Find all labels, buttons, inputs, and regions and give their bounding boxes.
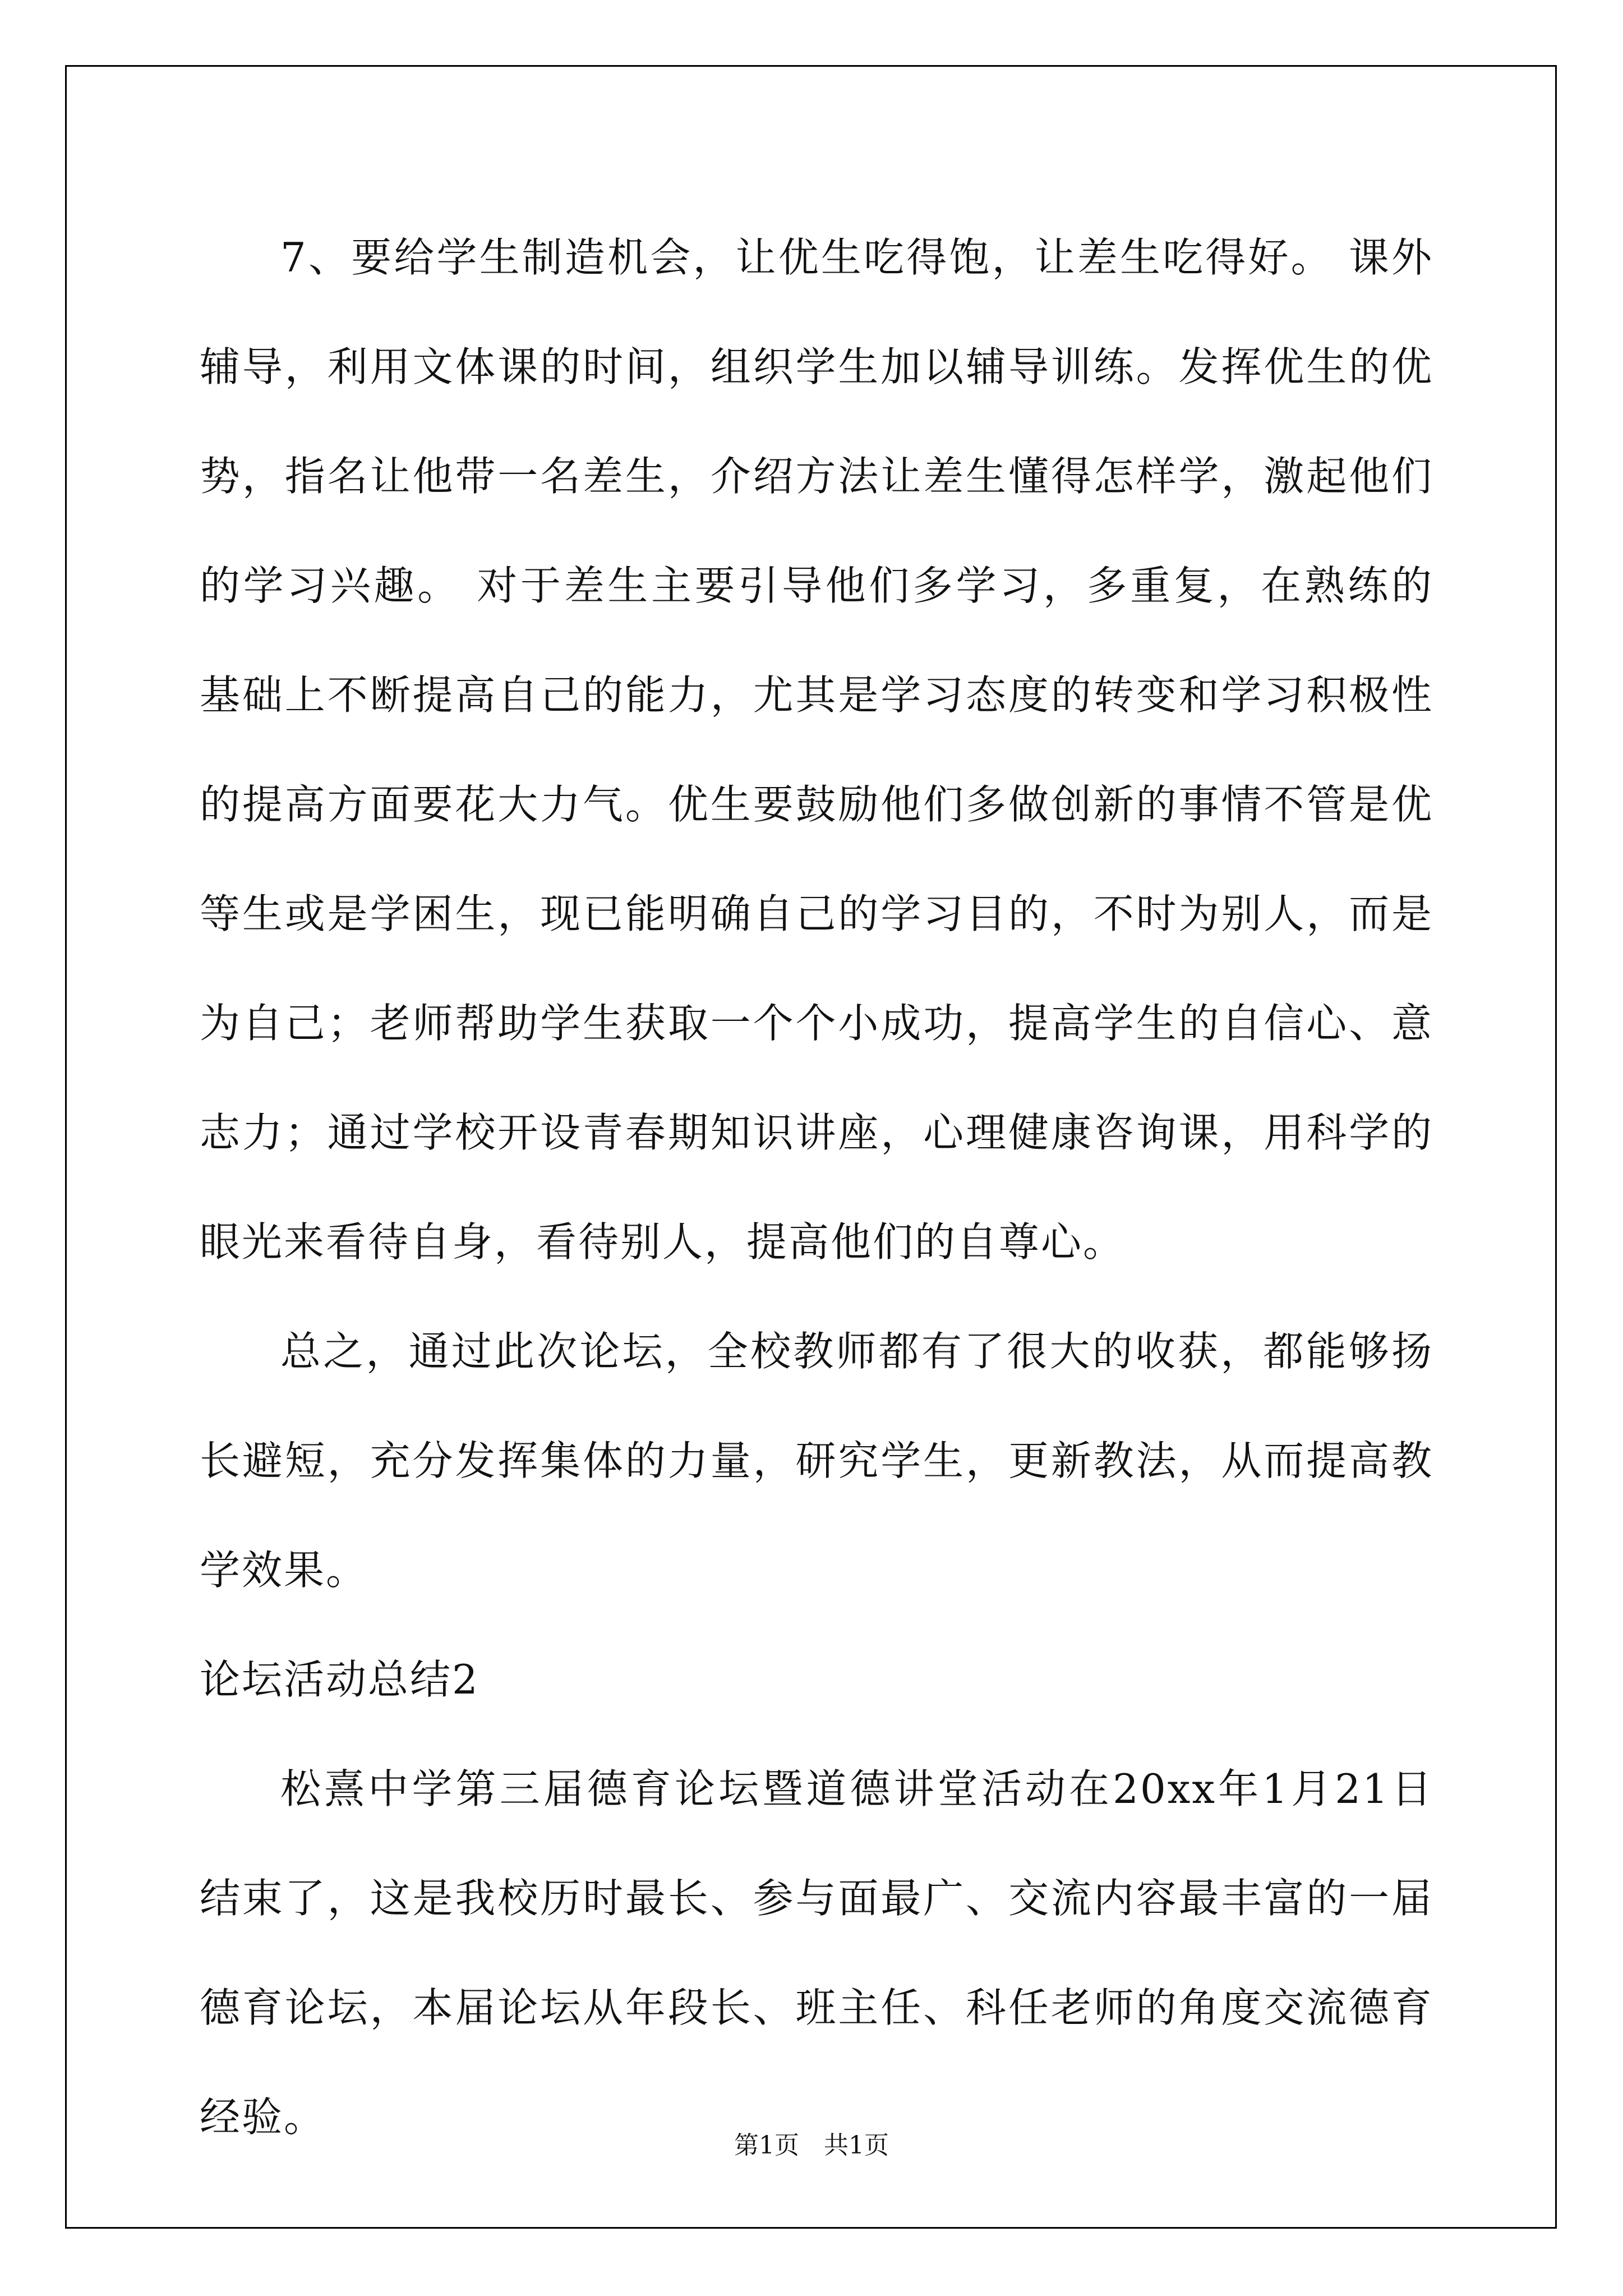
- document-body: [200, 203, 1433, 2172]
- page-footer: 第1页 共1页: [734, 2131, 889, 2160]
- paragraph-forum-intro: 松熹中学第三届德育论坛暨道德讲堂活动在20xx年1月21日结束了，这是我校历时最长、参与面最广、交流内容最丰富的一届德育论坛，本届论坛从年段长、班主任、科任老师的角度交流德育经验。: [200, 1765, 1433, 2141]
- section-heading: 论坛活动总结2: [200, 1656, 479, 1703]
- paragraph-conclusion: 总之，通过此次论坛，全校教师都有了很大的收获，都能够扬长避短，充分发挥集体的力量，研究学生，更新教法，从而提高教学效果。: [200, 1328, 1433, 1594]
- paragraph-tutoring: 7、要给学生制造机会，让优生吃得饱，让差生吃得好。 课外辅导，利用文体课的时间，组织学生加以辅导训练。发挥优生的优势，指名让他带一名差生，介绍方法让差生懂得怎样学，激起他们的学习兴趣。 对于差生主要引导他们多学习，多重复，在熟练的基础上不断提高自己的能力，尤其是学习态度的转变和学习积极性的提高方面要花大力气。优生要鼓励他们多做创新的事情不管是优等生或是学困生，现已能明确自己的学习目的，不时为别人，而是为自己；老师帮助学生获取一个个小成功，提高学生的自信心、意志力；通过学校开设青春期知识讲座，心理健康咨询课，用科学的眼光来看待自身，看待别人，提高他们的自尊心。: [200, 234, 1433, 1266]
